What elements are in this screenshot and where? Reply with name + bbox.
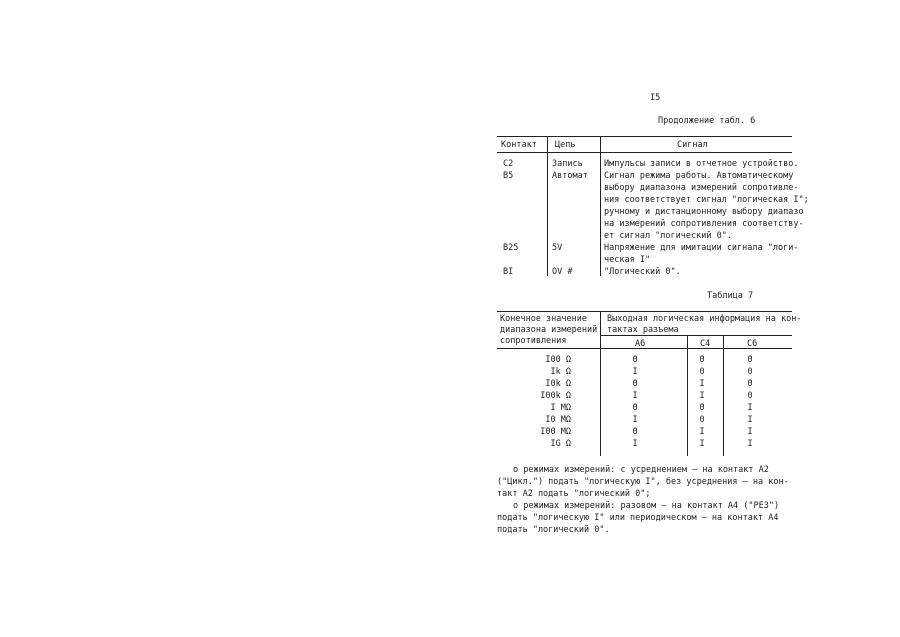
table6: [497, 136, 809, 277]
table7-value: I: [699, 427, 705, 437]
table7-col-a6: A6: [635, 339, 646, 349]
signal-line: ет сигнал "логический 0".: [604, 231, 732, 241]
table6-chain: 5V: [552, 243, 563, 253]
signal-line: ческая I": [604, 255, 651, 265]
signal-line: Напряжение для имитации сигнала "логи-: [604, 243, 799, 253]
note-line: о режимах измерений: разовом – на контакт A4 ("РЕЗ"): [513, 501, 780, 511]
table7-value: 0: [632, 379, 638, 389]
table7-value: I: [747, 427, 753, 437]
table7-value: 0: [699, 355, 705, 365]
table7-range: I0k Ω: [545, 379, 571, 389]
table6-chain: Автомат: [552, 171, 588, 181]
table7-value: 0: [699, 415, 705, 425]
table7: [497, 311, 802, 456]
notes-paragraph: [497, 464, 797, 536]
table7-top-rule: [497, 311, 792, 312]
table7-header-right: Выходная логическая информация на кон-: [607, 314, 802, 324]
table6-header-chain: Цепь: [555, 140, 576, 150]
signal-line: Сигнал режима работы. Автоматическому: [604, 171, 794, 181]
table7-range: IG Ω: [550, 439, 571, 449]
table7-value: 0: [747, 355, 753, 365]
note-line: подать "логический 0".: [497, 525, 610, 535]
table6-divider-2: [600, 136, 601, 276]
signal-line: на измерений сопротивления соответству-: [604, 219, 804, 229]
table7-value: 0: [699, 403, 705, 413]
note-line: такт A2 подать "логический 0";: [497, 489, 651, 499]
table7-value: I: [747, 439, 753, 449]
table6-contact: C2: [503, 159, 514, 169]
table7-value: 0: [747, 391, 753, 401]
page-number: I5: [650, 93, 661, 103]
table7-value: I: [699, 439, 705, 449]
table6-header-contact: Контакт: [501, 140, 537, 150]
table7-range: I00k Ω: [540, 391, 571, 401]
table7-value: I: [747, 415, 753, 425]
table7-value: 0: [632, 403, 638, 413]
table7-range: I MΩ: [550, 403, 571, 413]
table7-range: I0 MΩ: [545, 415, 571, 425]
table6-signal-column: [604, 158, 809, 278]
table7-value: 0: [699, 367, 705, 377]
table7-divider-1: [600, 311, 601, 456]
table7-value: 0: [632, 355, 638, 365]
table6-header-signal: Сигнал: [677, 140, 708, 150]
table6-contact: B25: [503, 243, 519, 253]
table6-contact: B5: [503, 171, 514, 181]
table7-value: 0: [632, 427, 638, 437]
table7-header-left: диапазона измерений: [500, 325, 598, 335]
note-line: подать "логическую I" или периодическом – на контакт A4: [497, 513, 779, 523]
table7-value: 0: [747, 379, 753, 389]
table7-caption: Таблица 7: [707, 291, 754, 301]
table7-range: I00 Ω: [545, 355, 571, 365]
note-line: о режимах измерений: с усреднением – на контакт A2: [513, 465, 769, 475]
table6-divider-1: [547, 136, 548, 276]
signal-line: "Логический 0".: [604, 267, 681, 277]
table7-value: 0: [747, 367, 753, 377]
table7-header-right: тактах разъема: [607, 325, 679, 335]
signal-line: ния соответствует сигнал "логическая I";: [604, 195, 809, 205]
table6-caption: Продолжение табл. 6: [658, 116, 756, 126]
table7-value: I: [632, 439, 638, 449]
table7-col-c4: C4: [700, 339, 711, 349]
table7-col-c6: C6: [747, 339, 758, 349]
table6-header-rule: [497, 152, 792, 153]
table7-value: I: [632, 415, 638, 425]
table7-range: Ik Ω: [550, 367, 571, 377]
table6-chain: OV #: [552, 267, 573, 277]
table6-chain: Запись: [552, 159, 583, 169]
signal-line: Импульсы записи в отчетное устройство.: [604, 159, 799, 169]
table7-value: I: [632, 367, 638, 377]
table7-value: I: [699, 379, 705, 389]
signal-line: ручному и дистанционному выбору диапазо: [604, 207, 804, 217]
table7-header-left: сопротивления: [500, 336, 567, 346]
table6-contact: BI: [503, 267, 514, 277]
signal-line: выбору диапазона измерений сопротивле-: [604, 183, 799, 193]
table7-value: I: [699, 391, 705, 401]
table7-header-left: Конечное значение: [500, 314, 587, 324]
table7-value: I: [632, 391, 638, 401]
note-line: ("Цикл.") подать "логическую I", без усреднения – на кон-: [497, 477, 789, 487]
table7-divider-3: [723, 335, 724, 456]
table7-range: I00 MΩ: [540, 427, 571, 437]
table7-divider-2: [687, 335, 688, 456]
table6-top-rule: [497, 136, 792, 137]
table7-value: I: [747, 403, 753, 413]
